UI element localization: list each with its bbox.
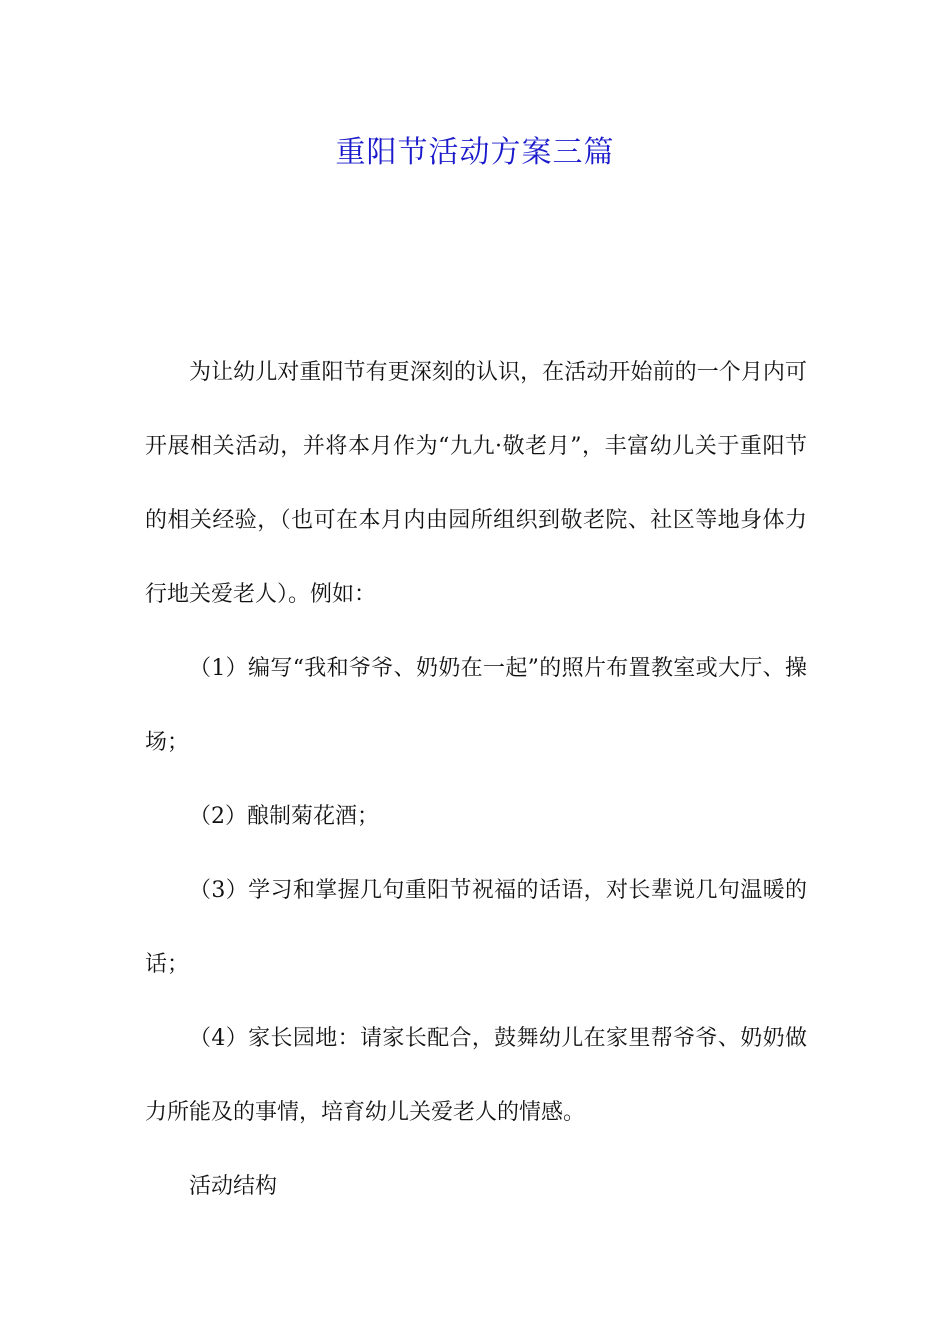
paragraph-item-3: （3）学习和掌握几句重阳节祝福的话语，对长辈说几句温暖的话； <box>145 878 807 977</box>
section-heading: 活动结构 <box>189 1174 278 1199</box>
paragraph-intro: 为让幼儿对重阳节有更深刻的认识，在活动开始前的一个月内可开展相关活动，并将本月作为“九九·敬老月”，丰富幼儿关于重阳节的相关经验，（也可在本月内由园所组织到敬老院、社区等地身体力行地关爱老人）。例如： <box>145 360 807 607</box>
paragraph-item-2: （2）酿制菊花酒； <box>189 804 379 829</box>
paragraph-item-4: （4）家长园地：请家长配合，鼓舞幼儿在家里帮爷爷、奶奶做力所能及的事情，培育幼儿关爱老人的情感。 <box>145 1026 807 1125</box>
document-title: 重阳节活动方案三篇 <box>335 135 615 170</box>
paragraph-item-1: （1）编写“我和爷爷、奶奶在一起”的照片布置教室或大厅、操场； <box>145 656 807 755</box>
document-body <box>145 336 807 1224</box>
